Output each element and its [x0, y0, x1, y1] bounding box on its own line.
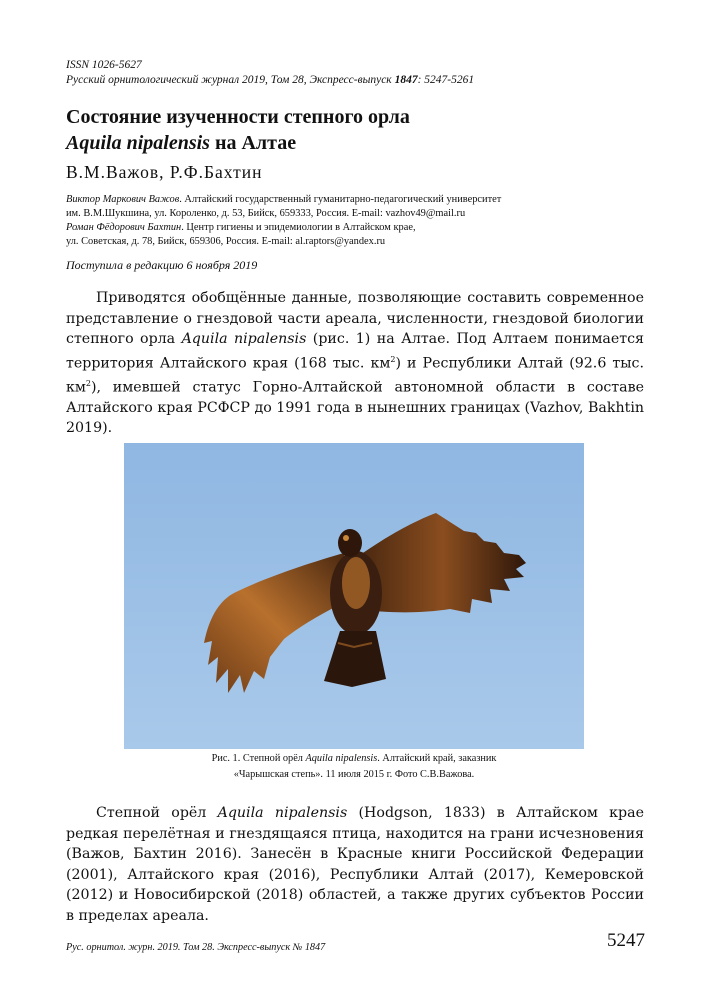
body-prefix: Степной орёл [96, 805, 218, 821]
caption-suffix: . Алтайский край, заказник [377, 753, 497, 764]
received-date: Поступила в редакцию 6 ноября 2019 [66, 258, 258, 272]
article-title-line2 [66, 130, 296, 156]
abstract-paragraph [66, 288, 644, 439]
affiliation-1-line1 [66, 193, 646, 207]
caption-latin: Aquila nipalensis [305, 753, 378, 764]
abstract-text-4: ), имевшей статус Горно-Алтайской автономной области в составе Алтайского края РСФСР до 1991 года в нынешних границах (Vazhov, Bakhtin 2019). [66, 379, 644, 437]
author1-affil: . Алтайский государственный гуманитарно-педагогический университет [179, 194, 502, 205]
abstract-text-2: (рис. 1) на Алтае. Под Алтаем понимается территория Алтайского края (168 тыс. км [66, 331, 644, 372]
author2-affil: . Центр гигиены и эпидемиологии в Алтайском крае, [181, 222, 416, 233]
author1-name: Виктор Маркович Важов [66, 194, 180, 205]
journal-line [66, 73, 474, 88]
page-number: 5247 [607, 930, 645, 951]
body-text-rest: (Hodgson, 1833) в Алтайском крае редкая перелётная и гнездящаяся птица, находится на грани исчезновения (Важов, Бахтин 2016). Занесён в Красные книги Российской Федерации (2001), Алтайского края (2016), Республики Алтай (2017), Кемеровской (2012) и Новосибирской (2018) областей, а также других субъектов России в пределах ареала. [66, 805, 644, 924]
title-species-latin: Aquila nipalensis [66, 132, 210, 154]
caption-prefix: Рис. 1. Степной орёл [211, 753, 306, 764]
body-paragraph [66, 803, 644, 926]
body-text [66, 803, 644, 926]
eagle-photo [124, 443, 584, 749]
figure-caption-line2: «Чарышская степь». 11 июля 2015 г. Фото С.В.Важова. [233, 769, 475, 780]
body-latin: Aquila nipalensis [217, 805, 348, 821]
abstract-text-3: ) и Республики Алтай (92.6 тыс. км [66, 355, 644, 396]
eagle-head [338, 529, 362, 557]
title-suffix: на Алтае [209, 132, 297, 154]
sup-2: 2 [85, 378, 91, 388]
footer-citation: Рус. орнитол. журн. 2019. Том 28. Экспресс-выпуск № 1847 [66, 942, 326, 953]
sup-1: 2 [390, 354, 396, 364]
page-range: : 5247-5261 [417, 74, 475, 86]
author2-name: Роман Фёдорович Бахтин [66, 222, 182, 233]
abstract-text-1: Приводятся обобщённые данные, позволяющие составить современное представление о гнездовой части ареала, численности, гнездовой биологии степного орла [66, 290, 644, 347]
journal-name: Русский орнитологический журнал 2019, Том 28, Экспресс-выпуск [66, 74, 395, 86]
issue-number: 1847 [394, 74, 418, 86]
figure-caption-line1 [124, 751, 584, 767]
abstract-latin: Aquila nipalensis [181, 331, 307, 347]
affiliation-1-line2: им. В.М.Шукшина, ул. Короленко, д. 53, Бийск, 659333, Россия. E-mail: vazhov49@mail.ru [66, 208, 466, 219]
article-title-line1: Состояние изученности степного орла [66, 106, 410, 128]
authors: В.М.Важов, Р.Ф.Бахтин [66, 162, 263, 182]
affiliation-2-line2: ул. Советская, д. 78, Бийск, 659306, Россия. E-mail: al.raptors@yandex.ru [66, 236, 386, 247]
affiliation-2-line1 [66, 221, 646, 235]
abstract [66, 288, 644, 439]
issn-line: ISSN 1026-5627 [66, 59, 142, 71]
